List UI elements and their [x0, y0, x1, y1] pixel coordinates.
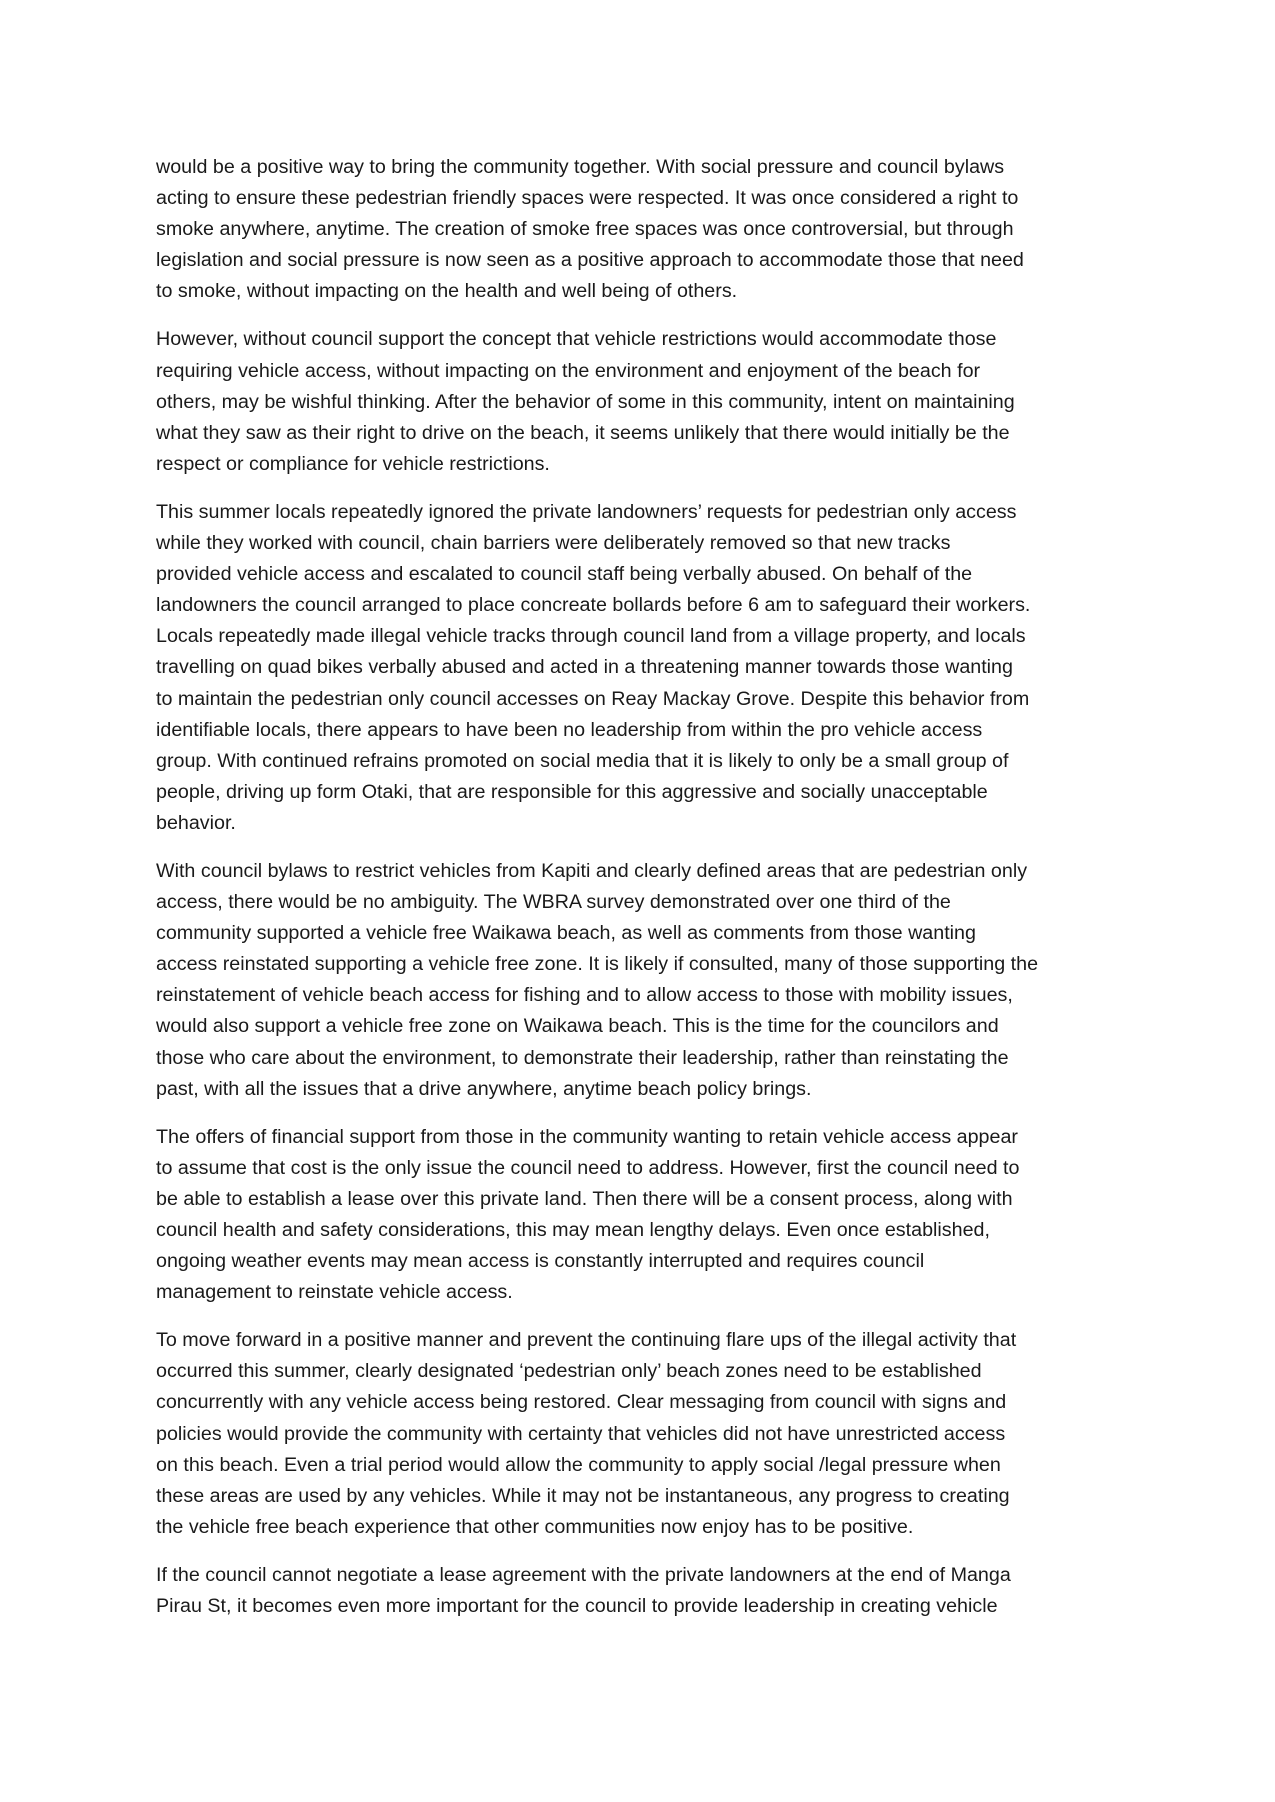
- paragraph: [156, 856, 1134, 1105]
- text-line: respect or compliance for vehicle restrictions.: [156, 452, 550, 475]
- text-line: However, without council support the concept that vehicle restrictions would accommodate those: [156, 328, 997, 351]
- text-line: would be a positive way to bring the community together. With social pressure and council bylaws: [156, 156, 1005, 178]
- text-line: policies would provide the community with certainty that vehicles did not have unrestricted access: [156, 1422, 1006, 1445]
- text-line: This summer locals repeatedly ignored the private landowners’ requests for pedestrian only access: [156, 500, 1017, 523]
- text-line: access, there would be no ambiguity. The WBRA survey demonstrated over one third of the: [156, 891, 951, 914]
- text-line: the vehicle free beach experience that other communities now enjoy has to be positive.: [156, 1515, 914, 1538]
- text-line: others, may be wishful thinking. After the behavior of some in this community, intent on maintaining: [156, 390, 1015, 413]
- paragraph: [156, 1122, 1134, 1309]
- text-line: to smoke, without impacting on the health and well being of others.: [156, 280, 738, 303]
- text-line: occurred this summer, clearly designated ‘pedestrian only’ beach zones need to be established: [156, 1360, 982, 1383]
- text-line: acting to ensure these pedestrian friendly spaces were respected. It was once considered a right to: [156, 187, 1019, 210]
- text-line: legislation and social pressure is now seen as a positive approach to accommodate those that need: [156, 249, 1024, 272]
- text-line: community supported a vehicle free Waikawa beach, as well as comments from those wanting: [156, 922, 976, 945]
- text-line: requiring vehicle access, without impacting on the environment and enjoyment of the beach for: [156, 359, 981, 382]
- text-line: people, driving up form Otaki, that are responsible for this aggressive and socially unacceptable: [156, 780, 988, 803]
- text-line: To move forward in a positive manner and prevent the continuing flare ups of the illegal activity that: [156, 1329, 1017, 1352]
- text-line: If the council cannot negotiate a lease agreement with the private landowners at the end of Manga: [156, 1563, 1011, 1586]
- paragraph: [156, 1325, 1134, 1543]
- text-line: behavior.: [156, 811, 236, 834]
- text-line: group. With continued refrains promoted on social media that it is likely to only be a small group of: [156, 749, 1009, 772]
- text-line: what they saw as their right to drive on the beach, it seems unlikely that there would initially be the: [156, 421, 1010, 444]
- paragraph: [156, 152, 1134, 307]
- paragraph: [156, 1560, 1134, 1622]
- text-line: Locals repeatedly made illegal vehicle tracks through council land from a village property, and locals: [156, 625, 1026, 648]
- text-line: to assume that cost is the only issue the council need to address. However, first the council need to: [156, 1156, 1020, 1179]
- text-line: be able to establish a lease over this private land. Then there will be a consent process, along with: [156, 1187, 1013, 1210]
- text-line: With council bylaws to restrict vehicles from Kapiti and clearly defined areas that are pedestrian only: [156, 859, 1028, 882]
- text-line: landowners the council arranged to place concreate bollards before 6 am to safeguard their workers.: [156, 594, 1031, 617]
- text-line: these areas are used by any vehicles. While it may not be instantaneous, any progress to creating: [156, 1484, 1010, 1507]
- text-line: past, with all the issues that a drive anywhere, anytime beach policy brings.: [156, 1077, 812, 1100]
- document-body: [156, 152, 1134, 1639]
- text-line: would also support a vehicle free zone on Waikawa beach. This is the time for the councilors and: [156, 1015, 999, 1038]
- text-line: travelling on quad bikes verbally abused and acted in a threatening manner towards those wanting: [156, 656, 1013, 679]
- text-line: The offers of financial support from those in the community wanting to retain vehicle access appear: [156, 1125, 1018, 1148]
- text-line: identifiable locals, there appears to have been no leadership from within the pro vehicle access: [156, 718, 983, 741]
- text-line: provided vehicle access and escalated to council staff being verbally abused. On behalf of the: [156, 563, 973, 586]
- text-line: Pirau St, it becomes even more important for the council to provide leadership in creating vehicle: [156, 1595, 998, 1618]
- text-line: those who care about the environment, to demonstrate their leadership, rather than reinstating the: [156, 1046, 1009, 1069]
- paragraph: [156, 497, 1134, 839]
- text-line: ongoing weather events may mean access is constantly interrupted and requires council: [156, 1250, 925, 1273]
- text-line: smoke anywhere, anytime. The creation of smoke free spaces was once controversial, but through: [156, 218, 1014, 241]
- text-line: on this beach. Even a trial period would allow the community to apply social /legal pressure when: [156, 1453, 1001, 1476]
- text-line: management to reinstate vehicle access.: [156, 1281, 513, 1304]
- paragraph: [156, 324, 1134, 479]
- text-line: to maintain the pedestrian only council accesses on Reay Mackay Grove. Despite this behavior from: [156, 687, 1030, 710]
- text-line: access reinstated supporting a vehicle free zone. It is likely if consulted, many of those supporting the: [156, 953, 1039, 976]
- text-line: while they worked with council, chain barriers were deliberately removed so that new tracks: [156, 532, 951, 555]
- text-line: council health and safety considerations, this may mean lengthy delays. Even once established,: [156, 1219, 990, 1241]
- text-line: concurrently with any vehicle access being restored. Clear messaging from council with signs and: [156, 1391, 1007, 1414]
- text-line: reinstatement of vehicle beach access for fishing and to allow access to those with mobility issues,: [156, 984, 1013, 1007]
